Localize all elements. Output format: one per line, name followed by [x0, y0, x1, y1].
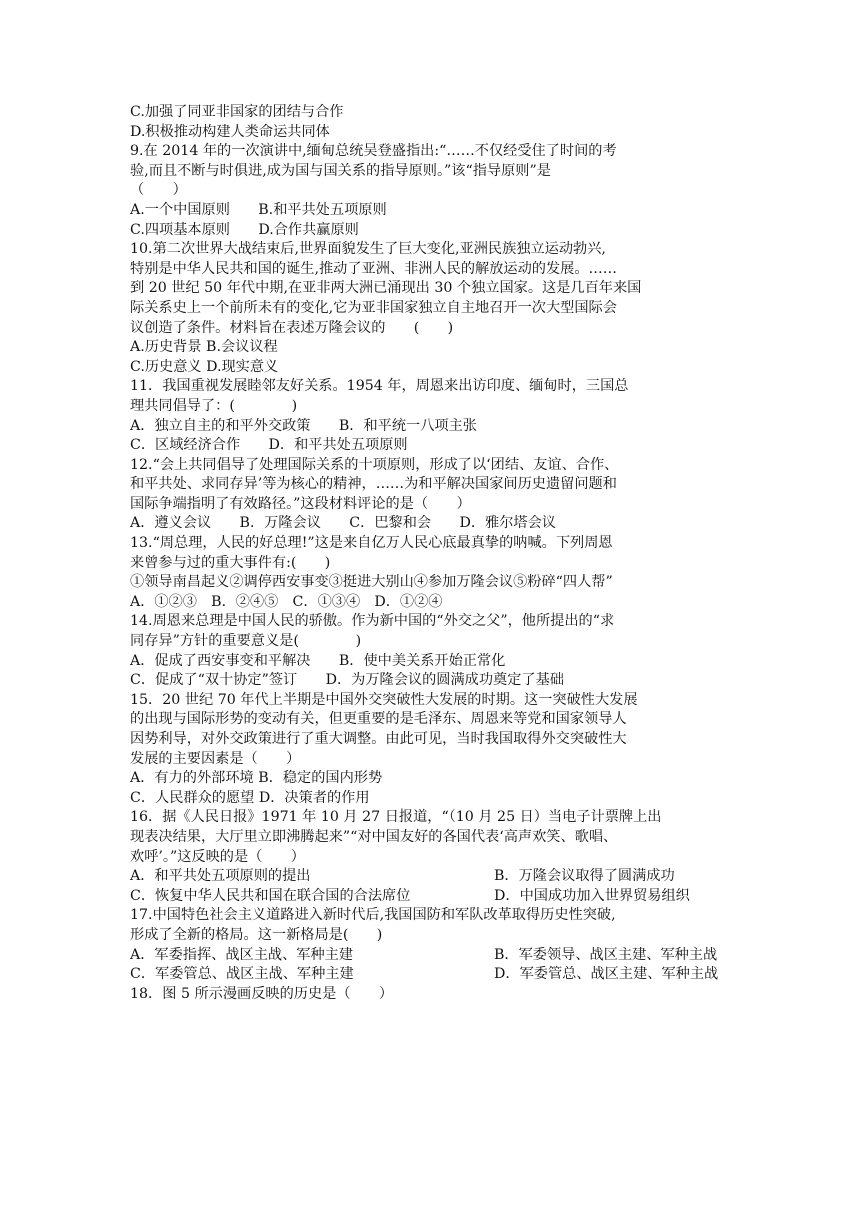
- text-line: [130, 789, 734, 809]
- option-left: A．军委指挥、战区主战、军种主建: [130, 946, 354, 963]
- line-text: （ ）: [130, 182, 187, 199]
- text-line: [130, 123, 734, 143]
- line-text: C．人民群众的愿望 D．决策者的作用: [130, 789, 370, 806]
- line-text: A．有力的外部环境 B．稳定的国内形势: [130, 770, 383, 787]
- line-text: 验,而且不断与时俱进,成为国与国关系的指导原则。”该“指导原则”是: [130, 162, 551, 179]
- line-text: C.历史意义 D.现实意义: [130, 358, 279, 375]
- text-line: [130, 181, 734, 201]
- text-line: [130, 887, 734, 907]
- option-right: B．万隆会议取得了圆满成功: [494, 868, 675, 885]
- text-line: [130, 319, 734, 339]
- line-text: 理共同倡导了：( ): [130, 397, 298, 414]
- text-line: [130, 103, 734, 123]
- line-text: 15．20 世纪 70 年代上半期是中国外交突破性大发展的时期。这一突破性大发展: [130, 691, 638, 708]
- line-text: C.加强了同亚非国家的团结与合作: [130, 104, 344, 120]
- line-text: A.历史背景 B.会议议程: [130, 339, 278, 356]
- text-line: [130, 514, 734, 534]
- text-line: [130, 808, 734, 828]
- text-line: [130, 867, 734, 887]
- line-text: 到 20 世纪 50 年代中期,在亚非两大洲已涌现出 30 个独立国家。这是几百年来国: [130, 280, 642, 297]
- text-line: [130, 554, 734, 574]
- text-line: [130, 593, 734, 613]
- line-text: A．①②③ B．②④⑤ C．①③④ D．①②④: [130, 593, 443, 610]
- line-text: 13.“周总理，人民的好总理!”这是来自亿万人民心底最真挚的呐喊。下列周恩: [130, 535, 613, 552]
- text-line: [130, 652, 734, 672]
- text-line: [130, 397, 734, 417]
- text-line: [130, 612, 734, 632]
- line-text: 国际争端指明了有效路径。”这段材料评论的是（ ）: [130, 495, 471, 512]
- line-text: 际关系史上一个前所未有的变化,它为亚非国家独立自主地召开一次大型国际会: [130, 299, 617, 316]
- text-line: [130, 926, 734, 946]
- line-text: 来曾参与过的重大事件有:( ): [130, 554, 331, 571]
- line-text: 因势利导，对外交政策进行了重大调整。由此可见，当时我国取得外交突破性大: [130, 731, 627, 747]
- text-line: [130, 671, 734, 691]
- text-line: [130, 475, 734, 495]
- text-line: [130, 828, 734, 848]
- text-line: [130, 436, 734, 456]
- line-text: A．独立自主的和平外交政策 B．和平统一八项主张: [130, 417, 477, 434]
- text-line: [130, 573, 734, 593]
- line-text: 16．据《人民日报》1971 年 10 月 27 日报道，“（10 月 25 日）当电子计票牌上出: [130, 809, 662, 826]
- line-text: 10.第二次世界大战结束后,世界面貌发生了巨大变化,亚洲民族独立运动勃兴,: [130, 241, 606, 258]
- text-line: [130, 279, 734, 299]
- text-line: [130, 691, 734, 711]
- text-line: [130, 417, 734, 437]
- text-line: [130, 358, 734, 378]
- text-line: [130, 456, 734, 476]
- text-line: [130, 221, 734, 241]
- text-line: [130, 965, 734, 985]
- line-text: C．促成了“双十协定”签订 D．为万隆会议的圆满成功奠定了基础: [130, 672, 564, 689]
- line-text: C．区域经济合作 D．和平共处五项原则: [130, 437, 408, 454]
- option-right: D．中国成功加入世界贸易组织: [494, 887, 690, 904]
- text-line: [130, 848, 734, 868]
- line-text: 形成了全新的格局。这一新格局是( ): [130, 926, 383, 943]
- line-text: A．促成了西安事变和平解决 B．使中美关系开始正常化: [130, 652, 506, 669]
- line-text: 和平共处、求同存异’等为核心的精神，……为和平解决国家间历史遗留问题和: [130, 476, 617, 493]
- text-line: [130, 750, 734, 770]
- text-line: [130, 377, 734, 397]
- line-text: D.积极推动构建人类命运共同体: [130, 123, 330, 140]
- text-line: [130, 906, 734, 926]
- option-left: C．恢复中华人民共和国在联合国的合法席位: [130, 887, 411, 904]
- option-right: D．军委管总、战区主建、军种主战: [494, 966, 719, 983]
- text-line: [130, 142, 734, 162]
- line-text: 发展的主要因素是（ ）: [130, 750, 301, 767]
- text-line: [130, 632, 734, 652]
- text-line: [130, 338, 734, 358]
- text-line: [130, 201, 734, 221]
- text-line: [130, 769, 734, 789]
- option-left: A．和平共处五项原则的提出: [130, 868, 311, 885]
- text-line: [130, 495, 734, 515]
- line-text: A．遵义会议 B．万隆会议 C．巴黎和会 D．雅尔塔会议: [130, 515, 556, 532]
- line-text: 同存异”方针的重要意义是( ): [130, 633, 362, 650]
- option-right: B．军委领导、战区主建、军种主战: [494, 946, 718, 963]
- line-text: 12.“会上共同倡导了处理国际关系的十项原则，形成了以‘团结、友谊、合作、: [130, 456, 619, 473]
- option-left: C．军委管总、战区主战、军种主建: [130, 966, 354, 983]
- line-text: 欢呼’。”这反映的是（ ）: [130, 848, 305, 865]
- line-text: 14.周恩来总理是中国人民的骄傲。作为新中国的“外交之父”，他所提出的“求: [130, 613, 615, 630]
- line-text: 的出现与国际形势的变动有关，但更重要的是毛泽东、周恩来等党和国家领导人: [130, 711, 627, 728]
- text-line: [130, 260, 734, 280]
- line-text: 17.中国特色社会主义道路进入新时代后,我国国防和军队改革取得历史性突破,: [130, 907, 616, 924]
- line-text: C.四项基本原则 D.合作共赢原则: [130, 221, 359, 238]
- text-line: [130, 730, 734, 750]
- text-line: [130, 534, 734, 554]
- text-line: [130, 240, 734, 260]
- line-text: 现表决结果，大厅里立即沸腾起来”“对中国友好的各国代表‘高声欢笑、歌唱、: [130, 828, 618, 845]
- line-text: 18．图 5 所示漫画反映的历史是（ ）: [130, 985, 394, 1002]
- text-line: [130, 162, 734, 182]
- line-text: 议创造了条件。材料旨在表述万隆会议的 ( ): [130, 319, 454, 336]
- line-text: 9.在 2014 年的一次演讲中,缅甸总统吴登盛指出:“……不仅经受住了时间的考: [130, 143, 617, 160]
- question-text-block: [130, 103, 734, 1004]
- text-line: [130, 946, 734, 966]
- text-line: [130, 299, 734, 319]
- line-text: 特别是中华人民共和国的诞生,推动了亚洲、非洲人民的解放运动的发展。……: [130, 260, 617, 277]
- line-text: 11．我国重视发展睦邻友好关系。1954 年，周恩来出访印度、缅甸时，三国总: [130, 378, 629, 395]
- line-text: ①领导南昌起义②调停西安事变③挺进大别山④参加万隆会议⑤粉碎“四人帮”: [130, 574, 613, 591]
- line-text: A.一个中国原则 B.和平共处五项原则: [130, 201, 387, 218]
- text-line: [130, 710, 734, 730]
- text-line: [130, 985, 734, 1005]
